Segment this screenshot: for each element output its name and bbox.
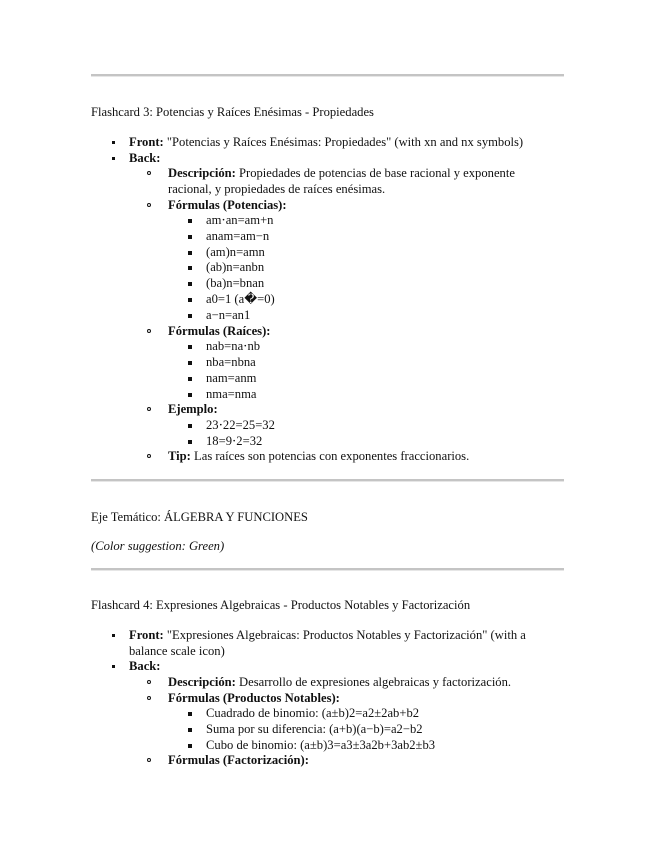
formulas-productos-item xyxy=(129,691,561,754)
descripcion-label: Descripción: xyxy=(168,674,236,689)
front-item xyxy=(91,628,561,659)
descripcion-item xyxy=(129,675,561,691)
color-suggestion-note: (Color suggestion: Green) xyxy=(91,539,225,553)
formula-item: Cuadrado de binomio: (a±b)2=a2±2ab+b2 xyxy=(168,706,561,722)
ejemplo-entry: 18=9⋅2=32 xyxy=(168,434,561,450)
descripcion-label: Descripción: xyxy=(168,166,236,181)
horizontal-rule xyxy=(91,74,564,77)
formula-item: am⋅an=am+n xyxy=(168,213,561,229)
front-item xyxy=(91,135,561,151)
ejemplo-entry: 23⋅22=25=32 xyxy=(168,418,561,434)
ejemplo-list xyxy=(168,418,561,449)
front-label: Front: xyxy=(129,628,164,642)
descripcion-text: Desarrollo de expresiones algebraicas y factorización. xyxy=(239,674,512,689)
formula-item: Suma por su diferencia: (a+b)(a−b)=a2−b2 xyxy=(168,722,561,738)
horizontal-rule xyxy=(91,568,564,571)
tip-label: Tip: xyxy=(168,449,191,464)
back-label: Back: xyxy=(129,150,161,165)
formula-item: nma=nma xyxy=(168,387,561,403)
formulas-raices-item xyxy=(129,324,561,402)
tip-item xyxy=(129,449,561,465)
formulas-raices-list xyxy=(168,339,561,402)
formulas-factorizacion-label: Fórmulas (Factorización): xyxy=(168,753,309,768)
eje-tematico-heading: Eje Temático: ÁLGEBRA Y FUNCIONES xyxy=(91,510,308,524)
flashcard-4-list xyxy=(91,628,561,769)
formula-item: (ab)n=anbn xyxy=(168,260,561,276)
ejemplo-item xyxy=(129,402,561,449)
tip-text: Las raíces son potencias con exponentes fraccionarios. xyxy=(194,449,470,464)
back-item xyxy=(91,151,561,465)
formula-item: anam=am−n xyxy=(168,229,561,245)
back-sublist xyxy=(129,675,561,769)
front-label: Front: xyxy=(129,135,164,149)
front-text: "Potencias y Raíces Enésimas: Propiedades" (with xn and nx symbols) xyxy=(166,135,524,149)
horizontal-rule xyxy=(91,479,564,482)
formula-item: a−n=an1 xyxy=(168,308,561,324)
formulas-potencias-item xyxy=(129,198,561,324)
formula-item: nab=na⋅nb xyxy=(168,339,561,355)
formula-item: nam=anm xyxy=(168,371,561,387)
flashcard-3-list xyxy=(91,135,561,465)
formulas-productos-label: Fórmulas (Productos Notables): xyxy=(168,690,340,705)
formula-item: (am)n=amn xyxy=(168,245,561,261)
back-item xyxy=(91,659,561,769)
flashcard-3-heading: Flashcard 3: Potencias y Raíces Enésimas - Propiedades xyxy=(91,105,374,119)
formulas-productos-list xyxy=(168,706,561,753)
descripcion-text: Propiedades de potencias de base racional y exponente racional, y propiedades de raíces enésimas. xyxy=(168,166,515,196)
formulas-raices-label: Fórmulas (Raíces): xyxy=(168,323,271,338)
front-text: "Expresiones Algebraicas: Productos Notables y Factorización" (with a balance scale icon) xyxy=(129,628,526,658)
formula-item: nba=nbna xyxy=(168,355,561,371)
formulas-potencias-list xyxy=(168,213,561,323)
formula-item: a0=1 (a�=0) xyxy=(168,292,561,308)
formulas-factorizacion-item xyxy=(129,753,561,769)
ejemplo-label: Ejemplo: xyxy=(168,402,218,417)
back-label: Back: xyxy=(129,659,161,674)
formula-item: (ba)n=bnan xyxy=(168,276,561,292)
back-sublist xyxy=(129,166,561,465)
formulas-potencias-label: Fórmulas (Potencias): xyxy=(168,197,287,212)
formula-item: Cubo de binomio: (a±b)3=a3±3a2b+3ab2±b3 xyxy=(168,738,561,754)
flashcard-4-heading: Flashcard 4: Expresiones Algebraicas - Productos Notables y Factorización xyxy=(91,598,471,612)
descripcion-item xyxy=(129,166,561,197)
